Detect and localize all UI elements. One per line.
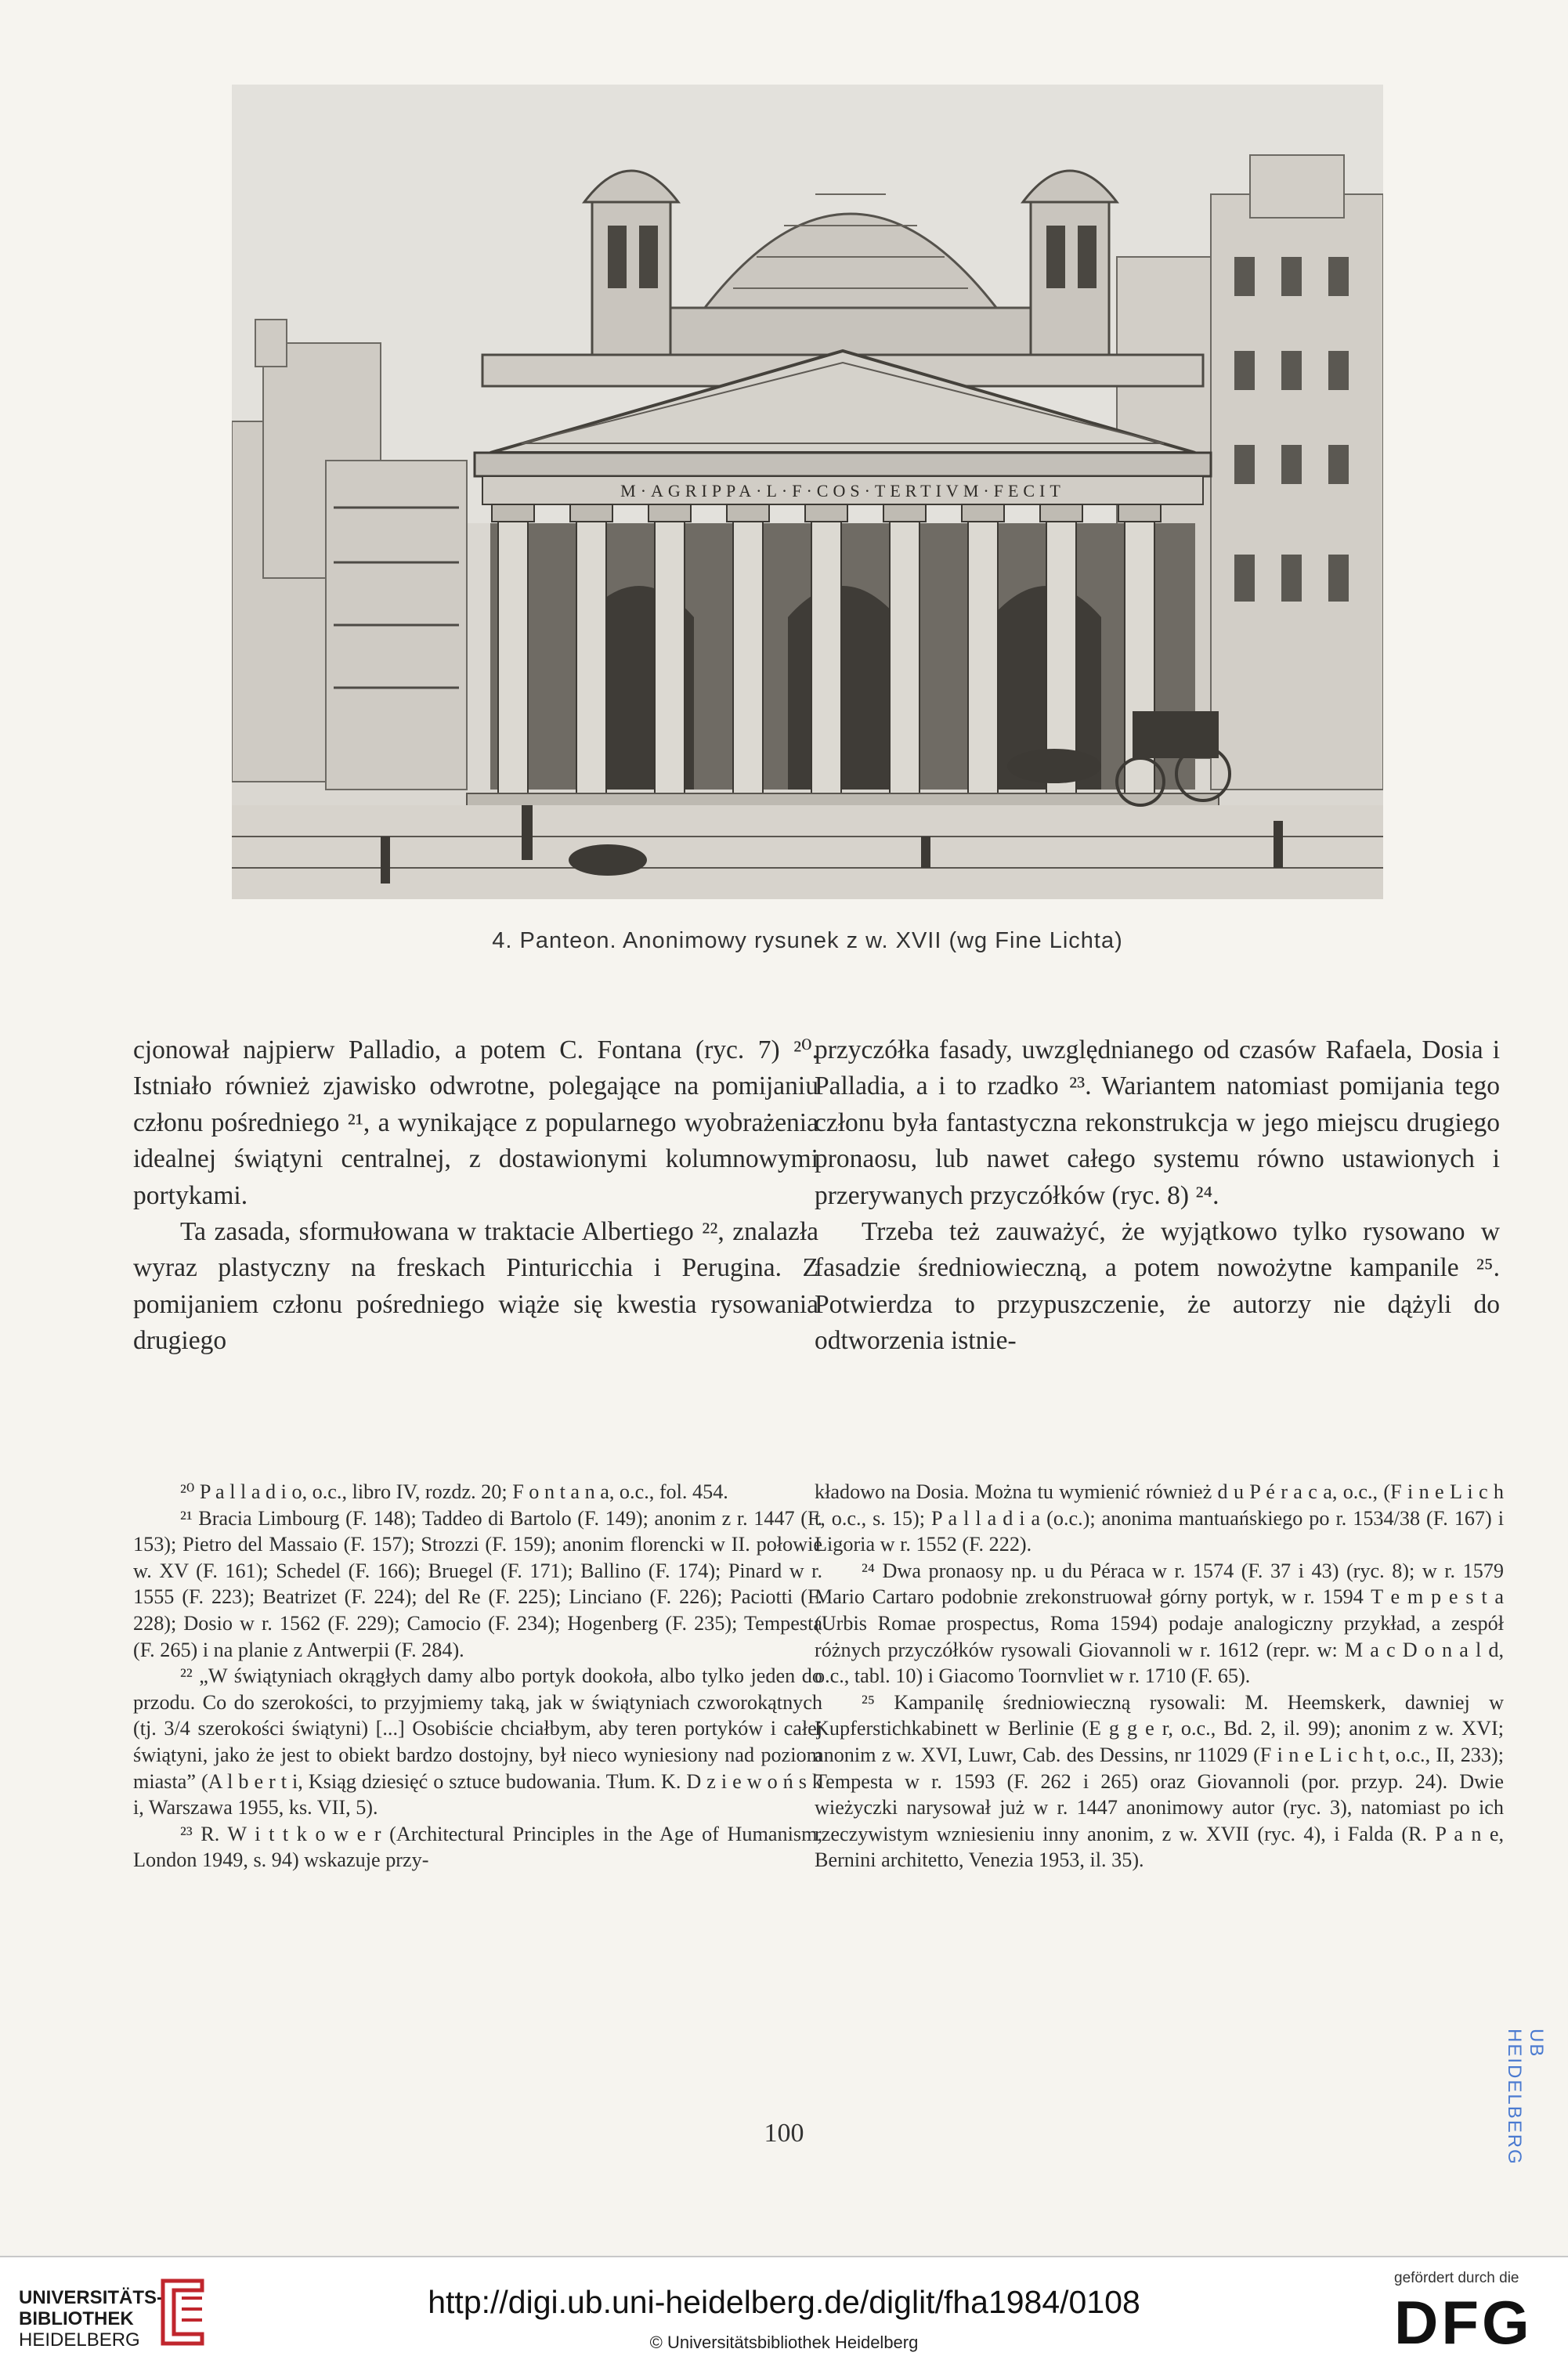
library-line-2: BIBLIOTHEK bbox=[19, 2308, 134, 2329]
document-url-link[interactable]: http://digi.ub.uni-heidelberg.de/diglit/fha1984/0108 bbox=[428, 2284, 1140, 2320]
body-column-left bbox=[133, 1032, 818, 1360]
footnote-23-continued: kładowo na Dosia. Można tu wymienić również d u P é r a c a, o.c., (F i n e L i c h t, o.c., s. 15); P a l l a d i a (o.c.); anonima mantuańskiego po r. 1534/38 (F. 167) i Ligoria w r. 1552 (F. 222). bbox=[815, 1480, 1504, 1556]
portico-inscription: M·AGRIPPA·L·F·COS·TERTIVM·FECIT bbox=[620, 481, 1065, 501]
copyright-notice: © Universitätsbibliothek Heidelberg bbox=[649, 2333, 919, 2352]
body-paragraph: Trzeba też zauważyć, że wyjątkowo tylko rysowano w fasadzie średniowieczną, a potem nowożytne kampanile ²⁵. Potwierdza to przypuszczenie, że autorzy nie dążyli do odtworzenia istnie- bbox=[815, 1217, 1500, 1356]
footnote-24: ²⁴ Dwa pronaosy np. u du Péraca w r. 1574 (F. 37 i 43) (ryc. 8); w r. 1579 Mario Cartaro podobnie zrekonstruował górny portyk, w r. 1594 T e m p e s t a (Urbis Romae prospectus, Roma 1594) podaje analogiczny przykład, a zespół różnych przyczółków rysowali Giovannoli w r. 1612 (repr. w: M a c D o n a l d, o.c., tabl. 10) i Giacomo Toornvliet w r. 1710 (F. 65). bbox=[815, 1559, 1504, 1688]
dfg-logo: DFG bbox=[1394, 2288, 1533, 2357]
library-line-3: HEIDELBERG bbox=[19, 2329, 140, 2351]
body-paragraph: przyczółka fasady, uwzględnianego od czasów Rafaela, Dosia i Palladia, a i to rzadko ²³. Wariantem natomiast pomijania tego członu była fantastyczna rekonstrukcja w jego miejscu drugiego pronaosu, lub nawet całego systemu równo ustawionych i przerywanych przyczółków (ryc. 8) ²⁴. bbox=[815, 1035, 1500, 1210]
figure-caption: 4. Panteon. Anonimowy rysunek z w. XVII (wg Fine Lichta) bbox=[492, 928, 1123, 953]
library-line-1: UNIVERSITÄTS- bbox=[19, 2287, 164, 2308]
footnote-20: ²⁰ P a l l a d i o, o.c., libro IV, rozdz. 20; F o n t a n a, o.c., fol. 454. bbox=[180, 1480, 728, 1503]
footnote-22: ²² „W świątyniach okrągłych damy albo portyk dookoła, albo tylko jeden do przodu. Co do szerokości, to przyjmiemy taką, jak w świątyniach czworokątnych (tj. 3/4 szerokości świątyni) [...] Osobiście chciałbym, aby teren portyków i całej świątyni, jako że jest to obiekt bardzo dostojny, był nieco wyniesiony nad poziom miasta” (A l b e r t i, Ksiąg dziesięć o sztuce budowania. Tłum. K. D z i e w o ń s k i, Warszawa 1955, ks. VII, 5). bbox=[133, 1664, 822, 1820]
footnote-21: ²¹ Bracia Limbourg (F. 148); Taddeo di Bartolo (F. 149); anonim z r. 1447 (F. 153); Pietro del Massaio (F. 157); Strozzi (F. 159); anonim florencki w II. połowie w. XV (F. 161); Schedel (F. 166); Bruegel (F. 171); Ballino (F. 174); Pinard w r. 1555 (F. 223); Beatrizet (F. 224); del Re (F. 225); Linciano (F. 226); Paciotti (F. 228); Dosio w r. 1562 (F. 229); Camocio (F. 234); Hogenberg (F. 235); Tempesta (F. 265) i na planie z Antwerpii (F. 284). bbox=[133, 1506, 822, 1661]
page-number: 100 bbox=[764, 2119, 804, 2148]
footnote-23: ²³ R. W i t t k o w e r (Architectural Principles in the Age of Humanism, London 1949, s. 94) wskazuje przy- bbox=[133, 1822, 822, 1872]
library-stamp: UB HEIDELBERG bbox=[1504, 2029, 1547, 2166]
footer-divider bbox=[0, 2256, 1568, 2257]
footnotes-right bbox=[815, 1479, 1504, 1874]
funded-by-label: gefördert durch die bbox=[1394, 2270, 1519, 2286]
digitization-footer bbox=[0, 2256, 1568, 2367]
body-paragraph: cjonował najpierw Palladio, a potem C. Fontana (ryc. 7) ²⁰. Istniało również zjawisko odwrotne, polegające na pomijaniu członu pośredniego ²¹, a wynikające z popularnego wyobrażenia idealnej świątyni centralnej, z dostawionymi kolumnowymi portykami. bbox=[133, 1035, 818, 1210]
body-column-right bbox=[815, 1032, 1500, 1360]
pantheon-drawing bbox=[232, 85, 1383, 899]
footnote-25: ²⁵ Kampanilę średniowieczną rysowali: M. Heemskerk, dawniej w Kupferstichkabinett w Berlinie (E g g e r, o.c., Bd. 2, il. 99); anonim z w. XVI; anonim z w. XVI, Luwr, Cab. des Dessins, nr 11029 (F i n e L i c h t, o.c., II, 233); Tempesta w r. 1593 (F. 262 i 265) oraz Giovannoli (por. przyp. 24). Dwie wieżyczki narysował już w r. 1447 anonimowy autor (ryc. 3), natomiast po ich rzeczywistym wzniesieniu inny anonim, z w. XVII (ryc. 4), i Falda (R. P a n e, Bernini architetto, Venezia 1953, il. 35). bbox=[815, 1690, 1504, 1872]
body-paragraph: Ta zasada, sformułowana w traktacie Albertiego ²², znalazła wyraz plastyczny na freskach Pinturicchia i Perugina. Z pomijaniem członu pośredniego wiąże się kwestia rysowania drugiego bbox=[133, 1217, 818, 1356]
pantheon-engraving bbox=[232, 85, 1383, 899]
footnotes-left bbox=[133, 1479, 822, 1874]
